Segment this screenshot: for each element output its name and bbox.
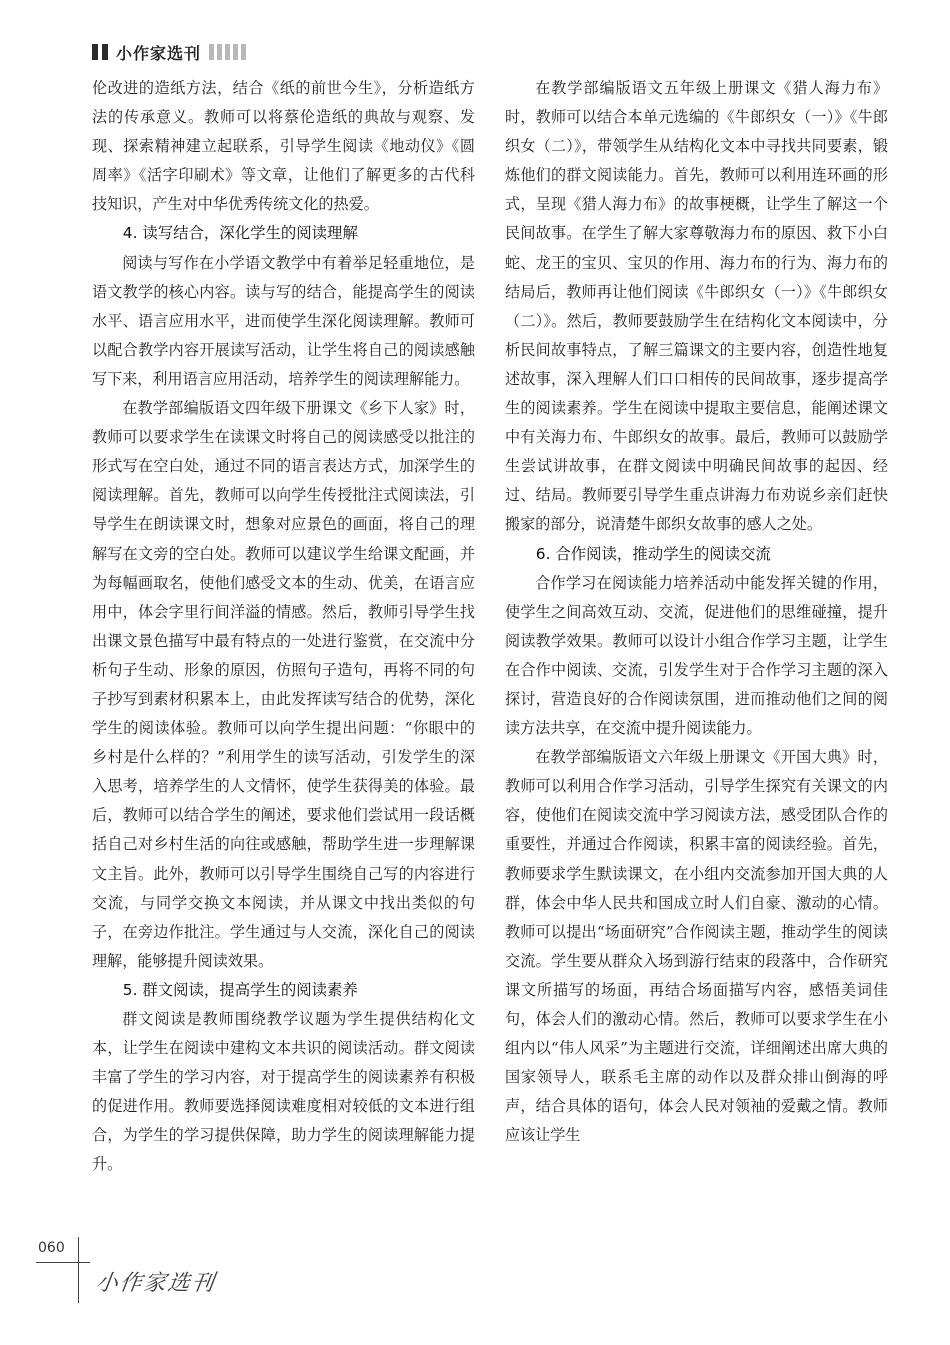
footer-divider-vertical: [78, 1237, 79, 1303]
paragraph: 在教学部编版语文五年级上册课文《猎人海力布》时，教师可以结合本单元选编的《牛郎织女（一）》《牛郎织女（二）》，带领学生从结构化文本中寻找共同要素，锻炼他们的群文阅读能力。首先，教师可以利用连环画的形式，呈现《猎人海力布》的故事梗概，让学生了解这一个民间故事。在学生了解大家尊敬海力布的原因、救下小白蛇、龙王的宝贝、宝贝的作用、海力布的行为、海力布的结局后，教师再让他们阅读《牛郎织女（一）》《牛郎织女（二）》。然后，教师要鼓励学生在结构化文本阅读中，分析民间故事特点，了解三篇课文的主要内容，创造性地复述故事，深入理解人们口口相传的民间故事，逐步提高学生的阅读素养。学生在阅读中提取主要信息，能阐述课文中有关海力布、牛郎织女的故事。最后，教师可以鼓励学生尝试讲故事，在群文阅读中明确民间故事的起因、经过、结局。教师要引导学生重点讲海力布劝说乡亲们赶快搬家的部分，说清楚牛郎织女故事的感人之处。: [505, 79, 888, 534]
paragraph: 伦改进的造纸方法，结合《纸的前世今生》，分析造纸方法的传承意义。教师可以将蔡伦造纸的典故与观察、发现、探索精神建立起联系，引导学生阅读《地动仪》《圆周率》《活字印刷术》等文章，让他们了解更多的古代科技知识，产生对中华优秀传统文化的热爱。: [92, 79, 475, 214]
section-heading: 4. 读写结合，深化学生的阅读理解: [122, 224, 358, 243]
right-column: [505, 74, 888, 1150]
left-column: [92, 74, 475, 1180]
paragraph: 群文阅读是教师围绕教学议题为学生提供结构化文本，让学生在阅读中建构文本共识的阅读活动。群文阅读丰富了学生的学习内容，对于提高学生的阅读素养有积极的促进作用。教师要选择阅读难度相对较低的文本进行组合，为学生的学习提供保障，助力学生的阅读理解能力提升。: [92, 1010, 475, 1174]
header-bars-icon: [92, 44, 108, 60]
header-gray-bars-icon: [209, 44, 246, 60]
paragraph: 阅读与写作在小学语文教学中有着举足轻重地位，是语文教学的核心内容。读与写的结合，能提高学生的阅读水平、语言应用水平，进而使学生深化阅读理解。教师可以配合教学内容开展读写活动，让学生将自己的阅读感触写下来，利用语言应用活动，培养学生的阅读理解能力。: [92, 253, 475, 388]
page-number: 060: [38, 1240, 65, 1256]
paragraph: 在教学部编版语文四年级下册课文《乡下人家》时，教师可以要求学生在读课文时将自己的阅读感受以批注的形式写在空白处，通过不同的语言表达方式，加深学生的阅读理解。首先，教师可以向学生传授批注式阅读法，引导学生在朗读课文时，想象对应景色的画面，将自己的理解写在文旁的空白处。教师可以建议学生给课文配画，并为每幅画取名，使他们感受文本的生动、优美，在语言应用中，体会字里行间洋溢的情感。然后，教师引导学生找出课文景色描写中最有特点的一处进行鉴赏，在交流中分析句子生动、形象的原因，仿照句子造句，再将不同的句子抄写到素材积累本上，由此发挥读写结合的优势，深化学生的阅读体验。教师可以向学生提出问题：“你眼中的乡村是什么样的？”利用学生的读写活动，引发学生的深入思考，培养学生的人文情怀，使学生获得美的体验。最后，教师可以结合学生的阐述，要求他们尝试用一段话概括自己对乡村生活的向往或感触，帮助学生进一步理解课文主旨。此外，教师可以引导学生围绕自己写的内容进行交流，与同学交换文本阅读，并从课文中找出类似的句子，在旁边作批注。学生通过与人交流，深化自己的阅读理解，能够提升阅读效果。: [92, 399, 475, 970]
journal-logo: 小作家选刊: [93, 1271, 218, 1296]
paragraph: 在教学部编版语文六年级上册课文《开国大典》时，教师可以利用合作学习活动，引导学生探究有关课文的内容，使他们在阅读交流中学习阅读方法，感受团队合作的重要性，并通过合作阅读，积累丰富的阅读经验。首先，教师要求学生默读课文，在小组内交流参加开国大典的人群，体会中华人民共和国成立时人们自豪、激动的心情。教师可以提出“场面研究”合作阅读主题，推动学生的阅读交流。学生要从群众入场到游行结束的段落中，合作研究课文所描写的场面，再结合场面描写内容，感悟美词佳句，体会人们的激动心情。然后，教师可以要求学生在小组内以“伟人风采”为主题进行交流，详细阐述出席大典的国家领导人，联系毛主席的动作以及群众排山倒海的呼声，结合具体的语句，体会人民对领袖的爱戴之情。教师应该让学生: [505, 748, 888, 1145]
journal-title: 小作家选刊: [116, 43, 202, 63]
running-header: [92, 38, 246, 66]
footer-divider-horizontal: [36, 1262, 90, 1263]
section-heading: 5. 群文阅读，提高学生的阅读素养: [122, 980, 358, 999]
section-heading: 6. 合作阅读，推动学生的阅读交流: [535, 544, 771, 563]
paragraph: 合作学习在阅读能力培养活动中能发挥关键的作用，使学生之间高效互动、交流，促进他们的思维碰撞，提升阅读教学效果。教师可以设计小组合作学习主题，让学生在合作中阅读、交流，引发学生对于合作学习主题的深入探讨，营造良好的合作阅读氛围，进而推动他们之间的阅读方法共享，在交流中提升阅读能力。: [505, 573, 888, 738]
